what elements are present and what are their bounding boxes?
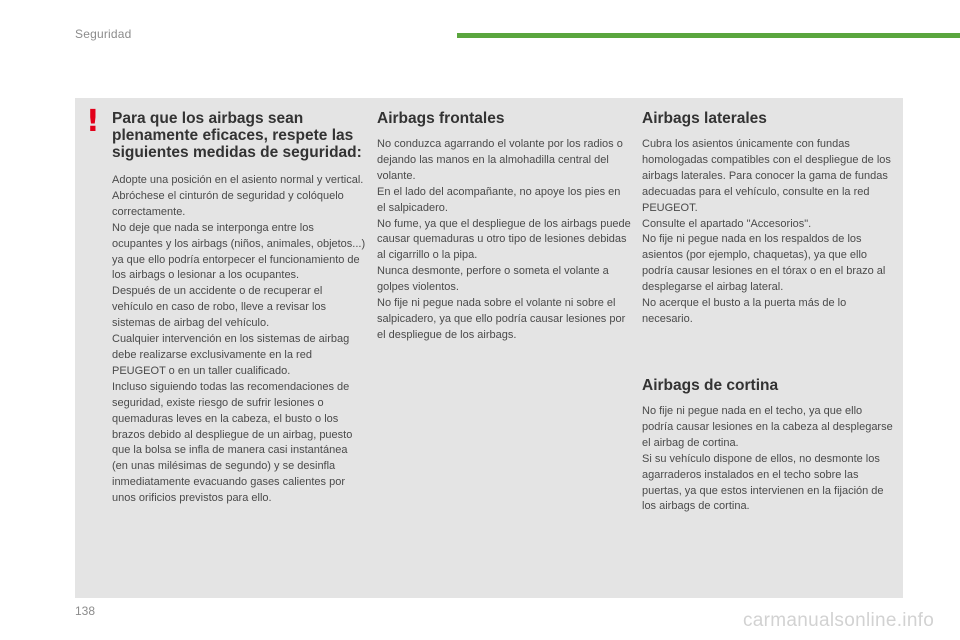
warning-paragraph: Cualquier intervención en los sistemas de airbag debe realizarse exclusivamente en la red PEUGEOT o en un taller cualificado.	[112, 333, 350, 377]
cortina-paragraph: No fije ni pegue nada en el techo, ya que ello podría causar lesiones en la cabeza al desplegarse el airbag de cortina.	[642, 405, 893, 449]
warning-paragraph: Adopte una posición en el asiento normal y vertical.	[112, 174, 364, 186]
laterales-paragraph: Cubra los asientos únicamente con fundas homologadas compatibles con el despliegue de los airbags laterales. Para conocer la gama de fundas adecuadas para el vehículo, consulte en la red PEUGEOT.	[642, 138, 891, 214]
frontales-title: Airbags frontales	[377, 110, 505, 127]
laterales-paragraph: No fije ni pegue nada en los respaldos de los asientos (por ejemplo, chaquetas), ya que ello podría causar lesiones en el tórax o en el brazo al desplegarse el airbag lateral.	[642, 233, 886, 294]
frontales-paragraph: No fume, ya que el despliegue de los airbags puede causar quemaduras u otro tipo de lesiones debidas al cigarrillo o la pipa.	[377, 217, 631, 262]
section-label: Seguridad	[75, 27, 132, 41]
warning-paragraph: Incluso siguiendo todas las recomendaciones de seguridad, existe riesgo de sufrir lesiones o quemaduras leves en la cabeza, el busto o los brazos debido al despliegue de un airbag, puesto que la bolsa se infla de manera casi instantánea (en unas milésimas de segundo) y se desinfla inmediatamente evacuando gases calientes por unos orificios previstos para ello.	[112, 380, 353, 505]
warning-column	[112, 110, 366, 507]
cortina-title: Airbags de cortina	[642, 377, 779, 394]
frontales-paragraph: No conduzca agarrando el volante por los radios o dejando las manos en la almohadilla central del volante.	[377, 138, 623, 182]
laterales-title: Airbags laterales	[642, 110, 767, 127]
frontales-column	[377, 110, 631, 344]
laterales-column	[642, 110, 896, 328]
page-number: 138	[75, 604, 96, 618]
frontales-paragraph: No fije ni pegue nada sobre el volante ni sobre el salpicadero, ya que ello podría causar lesiones por el despliegue de los airbags.	[377, 297, 626, 341]
watermark: carmanualsonline.info	[743, 610, 935, 631]
cortina-paragraph: Si su vehículo dispone de ellos, no desmonte los agarraderos instalados en el techo sobre las puertas, ya que estos intervienen en la fijación de los airbags de cortina.	[642, 452, 884, 513]
warning-paragraph: No deje que nada se interponga entre los ocupantes y los airbags (niños, animales, objetos...) ya que ello podría entorpecer el funcionamiento de los airbags o lesionar a los ocupantes.	[112, 221, 366, 282]
exclamation-icon: !	[86, 104, 100, 139]
cortina-column	[642, 377, 896, 515]
header-accent-bar	[457, 33, 960, 38]
frontales-paragraph: En el lado del acompañante, no apoye los pies en el salpicadero.	[377, 185, 621, 214]
warning-paragraph: Abróchese el cinturón de seguridad y colóquelo correctamente.	[112, 189, 344, 218]
laterales-paragraph: Consulte el apartado "Accesorios".	[642, 217, 812, 230]
frontales-paragraph: Nunca desmonte, perfore o someta el volante a golpes violentos.	[377, 265, 609, 294]
warning-paragraph: Después de un accidente o de recuperar el vehículo en caso de robo, lleve a revisar los sistemas de airbag del vehículo.	[112, 285, 327, 330]
warning-title: Para que los airbags sean plenamente eficaces, respete las siguientes medidas de seguridad:	[112, 110, 362, 161]
laterales-paragraph: No acerque el busto a la puerta más de lo necesario.	[642, 297, 847, 325]
